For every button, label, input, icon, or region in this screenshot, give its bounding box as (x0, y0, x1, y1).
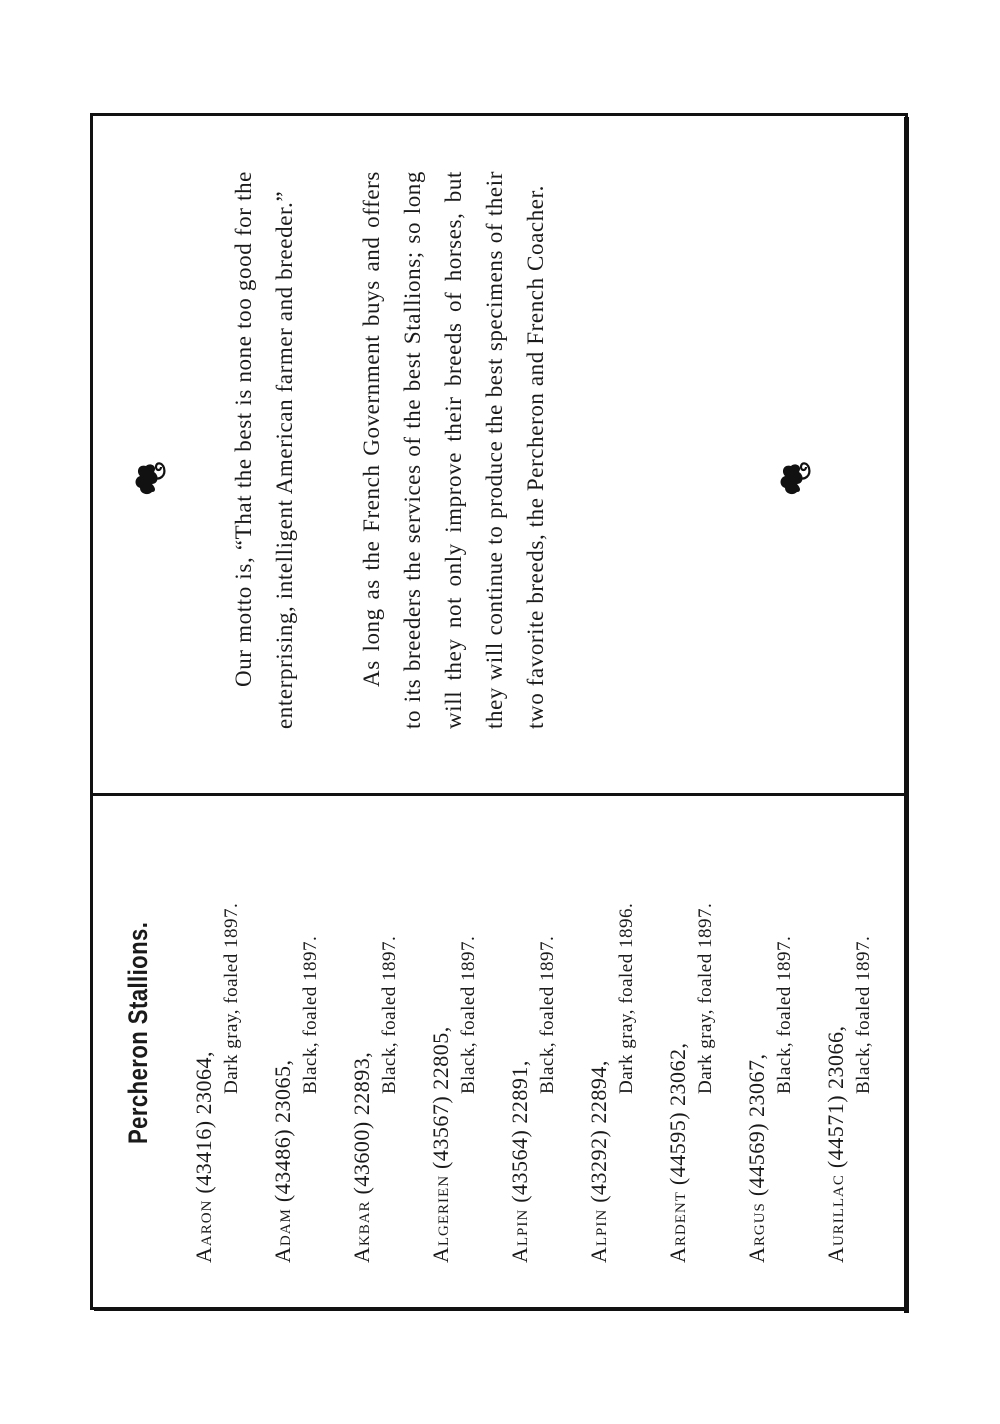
stallion-description: Black, foaled 1897. (537, 935, 558, 1094)
stallion-entry (428, 794, 488, 1306)
frame-shadow-bottom (94, 1307, 909, 1311)
stallion-name-line (823, 1025, 849, 1263)
stallion-name-line (270, 1059, 296, 1263)
stallion-name: Aaron (191, 1199, 216, 1263)
stallion-name: Alpin (586, 1208, 611, 1263)
stallion-description: Dark gray, foaled 1897. (221, 902, 242, 1094)
stallion-description: Black, foaled 1897. (300, 935, 321, 1094)
stallion-name: Alpin (507, 1208, 532, 1263)
stallion-name-line (349, 1052, 375, 1263)
stallion-name: Akbar (349, 1200, 374, 1263)
stallions-panel (93, 794, 905, 1306)
stallion-registration: (43600) 22893, (349, 1051, 374, 1195)
stallion-description: Black, foaled 1897. (379, 935, 400, 1094)
stallion-name-line (586, 1060, 612, 1263)
stallion-registration: (43564) 22891, (507, 1060, 532, 1203)
fleuron-icon (128, 458, 168, 498)
stallion-registration: (44571) 23066, (823, 1025, 848, 1169)
stallion-name: Adam (270, 1208, 295, 1263)
stallion-registration: (44569) 23067, (744, 1053, 769, 1197)
stallion-name: Ardent (665, 1191, 690, 1263)
stallion-name: Argus (744, 1202, 769, 1263)
motto-paragraph: Our motto is, “That the best is none too good for the enterprising, intelligent American farmer and breeder.” (231, 171, 297, 729)
stallion-entry (349, 794, 409, 1306)
stallion-name: Aurillac (823, 1174, 848, 1263)
stallion-description: Black, foaled 1897. (458, 935, 479, 1094)
stallion-description: Black, foaled 1897. (853, 935, 874, 1094)
stallions-title: Percheron Stallions. (123, 921, 153, 1144)
stallion-entry (507, 794, 567, 1306)
stallion-entry (744, 794, 804, 1306)
stallion-registration: (43486) 23065, (270, 1059, 295, 1203)
stallion-description: Black, foaled 1897. (774, 935, 795, 1094)
stallion-name-line (744, 1053, 770, 1263)
stallion-description: Dark gray, foaled 1896. (616, 902, 637, 1094)
stallion-registration: (43292) 22894, (586, 1060, 611, 1203)
rotated-spread (93, 116, 905, 1306)
stallion-name-line (428, 1026, 454, 1263)
stallion-registration: (44595) 23062, (665, 1042, 690, 1186)
motto-panel (93, 116, 905, 791)
stallion-entry (586, 794, 646, 1306)
government-paragraph: As long as the French Government buys and offers to its breeders the services of the best Stallions; so long will they not only improve their breeds of horses, but they will continue to produce the best specimens of their two favorite breeds, the Percheron and French Coacher. (359, 171, 548, 729)
stallion-name-line (665, 1042, 691, 1263)
fleuron-icon (773, 458, 813, 498)
stallion-entry (665, 794, 725, 1306)
stallion-entry (191, 794, 251, 1306)
stallion-registration: (43416) 23064, (191, 1050, 216, 1194)
stallion-name-line (507, 1060, 533, 1263)
stallion-description: Dark gray, foaled 1897. (695, 902, 716, 1094)
stallion-entry (270, 794, 330, 1306)
stallion-name-line (191, 1051, 217, 1263)
stallion-name: Algerien (428, 1174, 453, 1263)
stallion-registration: (43567) 22805, (428, 1026, 453, 1169)
stallion-entry (823, 794, 883, 1306)
